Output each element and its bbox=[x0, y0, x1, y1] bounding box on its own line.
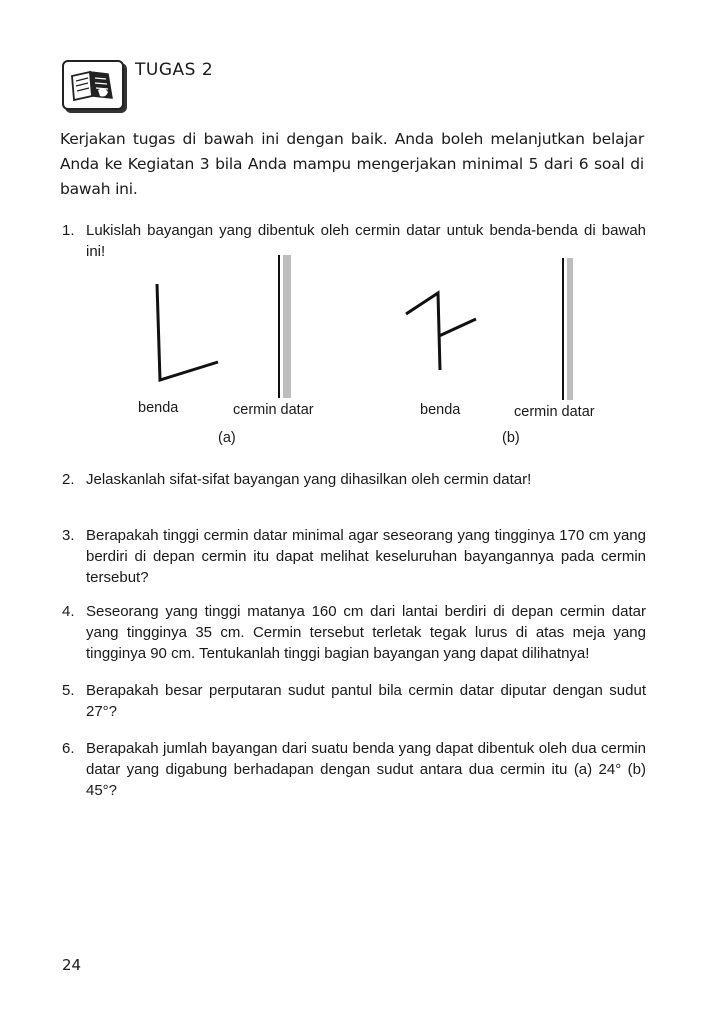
question-text: Berapakah tinggi cermin datar minimal agar seseorang yang tingginya 170 cm yang berdiri di depan cermin itu dapat melihat keseluruhan bayangannya pada cermin tersebut? bbox=[86, 527, 646, 586]
intro-paragraph: Kerjakan tugas di bawah ini dengan baik. Anda boleh melanjutkan belajar Anda ke Kegiatan 3 bila Anda mampu mengerjakan minimal 5 dari 6 soal di bawah ini. bbox=[60, 130, 644, 198]
mirror-b-shade bbox=[567, 258, 573, 400]
task-title: TUGAS 2 bbox=[135, 60, 214, 80]
question-number: 2. bbox=[62, 471, 75, 488]
question-6 bbox=[62, 738, 646, 801]
question-number: 3. bbox=[62, 527, 75, 544]
object-b-label: benda bbox=[420, 402, 461, 418]
figure-b-caption: (b) bbox=[502, 430, 520, 446]
mirror-b-label: cermin datar bbox=[514, 404, 595, 420]
question-2 bbox=[62, 469, 646, 490]
question-5 bbox=[62, 680, 646, 722]
figure-a-caption: (a) bbox=[218, 430, 236, 446]
object-b-branch bbox=[439, 319, 476, 336]
page-number: 24 bbox=[62, 956, 82, 974]
mirror-a-label: cermin datar bbox=[233, 402, 314, 418]
question-number: 5. bbox=[62, 682, 75, 699]
question-number: 6. bbox=[62, 740, 75, 757]
object-a-shape bbox=[157, 284, 218, 380]
question-text: Berapakah besar perputaran sudut pantul bila cermin datar diputar dengan sudut 27°? bbox=[86, 682, 646, 720]
question-text: Jelaskanlah sifat-sifat bayangan yang dihasilkan oleh cermin datar! bbox=[86, 471, 532, 488]
object-b-shape bbox=[406, 293, 440, 370]
question-number: 4. bbox=[62, 603, 75, 620]
question-number: 1. bbox=[62, 222, 75, 239]
question-3 bbox=[62, 525, 646, 588]
question-text: Berapakah jumlah bayangan dari suatu benda yang dapat dibentuk oleh dua cermin datar yang digabung berhadapan dengan sudut antara dua cermin itu (a) 24° (b) 45°? bbox=[86, 740, 646, 799]
question-text: Seseorang yang tinggi matanya 160 cm dari lantai berdiri di depan cermin datar yang tingginya 35 cm. Cermin tersebut terletak tegak lurus di atas meja yang tingginya 90 cm. Tentukanlah tinggi bagian bayangan yang dapat dilihatnya! bbox=[86, 603, 646, 662]
question-4 bbox=[62, 601, 646, 664]
object-a-label: benda bbox=[138, 400, 179, 416]
mirror-a-shade bbox=[283, 255, 291, 398]
question-text: Lukislah bayangan yang dibentuk oleh cermin datar untuk benda-benda di bawah ini! bbox=[86, 222, 646, 260]
